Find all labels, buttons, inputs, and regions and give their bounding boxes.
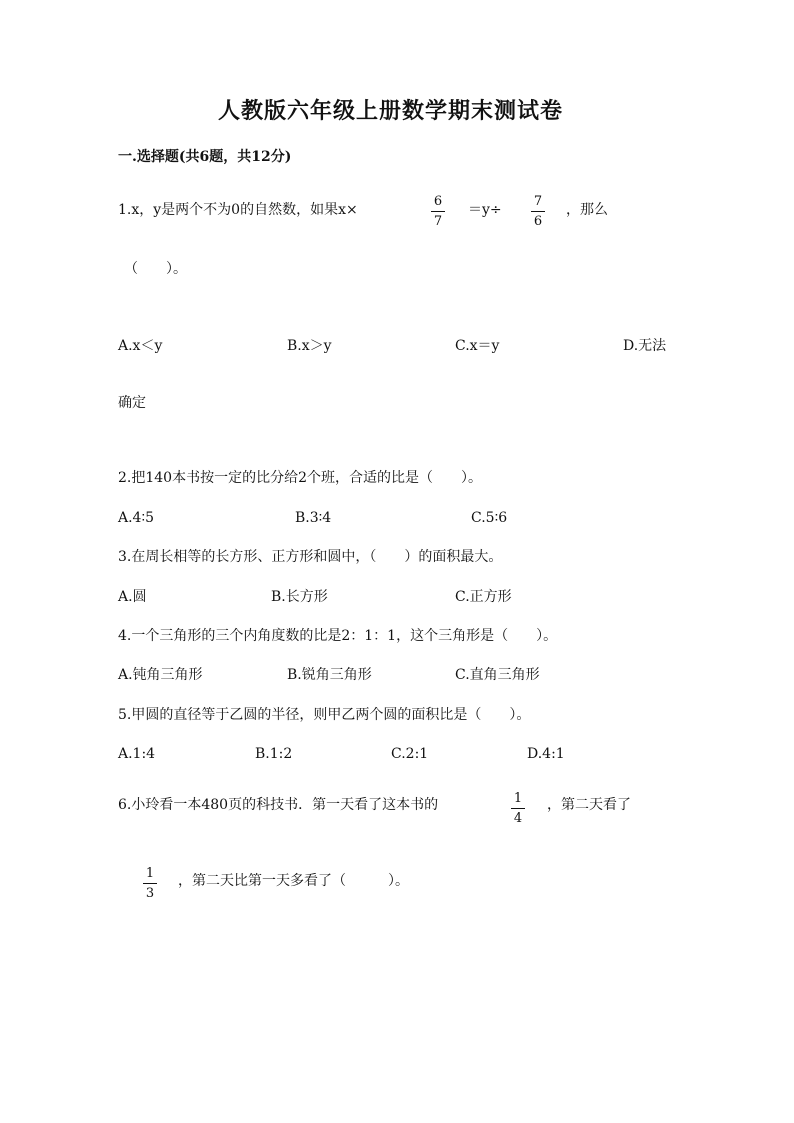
question-1-option-d-continued: 确定 [118,395,146,411]
question-3-option-b: B.长方形 [271,589,328,605]
question-3-option-a: A.圆 [118,589,147,605]
fraction-bar [143,883,157,884]
question-5-option-c: C.2:1 [391,746,429,762]
fraction-denominator: 6 [533,214,543,229]
question-5-text: 5.甲圆的直径等于乙圆的半径，则甲乙两个圆的面积比是（ ）。 [118,707,531,723]
question-1-text-part1: 1.x，y是两个不为0的自然数，如果x× [118,202,358,218]
question-1-option-c: C.x＝y [455,338,500,354]
question-1-option-a: A.x＜y [118,338,163,354]
section-heading: 一.选择题(共6题，共12分) [118,149,292,165]
question-6-fraction-1 [511,792,525,825]
fraction-numerator: 6 [433,194,443,209]
page-title: 人教版六年级上册数学期末测试卷 [218,98,564,124]
question-4-text: 4.一个三角形的三个内角度数的比是2：1：1，这个三角形是（ ）。 [118,628,558,644]
fraction-bar [531,211,545,212]
question-1-answer-blank: （ ）。 [124,261,187,277]
fraction-numerator: 1 [145,866,155,881]
question-6-text-part3: ，第二天比第一天多看了（ ）。 [178,873,409,889]
question-2-option-c: C.5∶6 [471,510,508,526]
question-3-option-c: C.正方形 [455,589,512,605]
question-4-option-a: A.钝角三角形 [118,667,203,683]
question-5-option-d: D.4:1 [527,746,565,762]
fraction-numerator: 1 [513,791,523,806]
question-2-option-a: A.4∶5 [118,510,155,526]
question-1-option-d: D.无法 [623,338,667,354]
question-6-text-part2: ，第二天看了 [547,797,631,813]
question-1-fraction-1 [431,195,445,228]
question-1-option-b: B.x＞y [287,338,332,354]
question-4-option-b: B.锐角三角形 [287,667,372,683]
question-1-text-part3: ，那么 [566,202,608,218]
fraction-denominator: 7 [433,214,443,229]
fraction-bar [511,808,525,809]
question-2-text: 2.把140本书按一定的比分给2个班，合适的比是（ ）。 [118,470,482,486]
question-6-text-part1: 6.小玲看一本480页的科技书．第一天看了这本书的 [118,797,439,813]
fraction-numerator: 7 [533,194,543,209]
question-1-fraction-2 [531,195,545,228]
question-2-option-b: B.3∶4 [295,510,332,526]
question-6-fraction-2 [143,867,157,900]
question-5-option-b: B.1:2 [255,746,293,762]
fraction-denominator: 4 [513,811,523,826]
question-3-text: 3.在周长相等的长方形、正方形和圆中，（ ）的面积最大。 [118,549,503,565]
question-5-option-a: A.1:4 [118,746,156,762]
fraction-denominator: 3 [145,886,155,901]
question-1-text-part2: ＝y÷ [468,202,502,218]
fraction-bar [431,211,445,212]
question-4-option-c: C.直角三角形 [455,667,540,683]
